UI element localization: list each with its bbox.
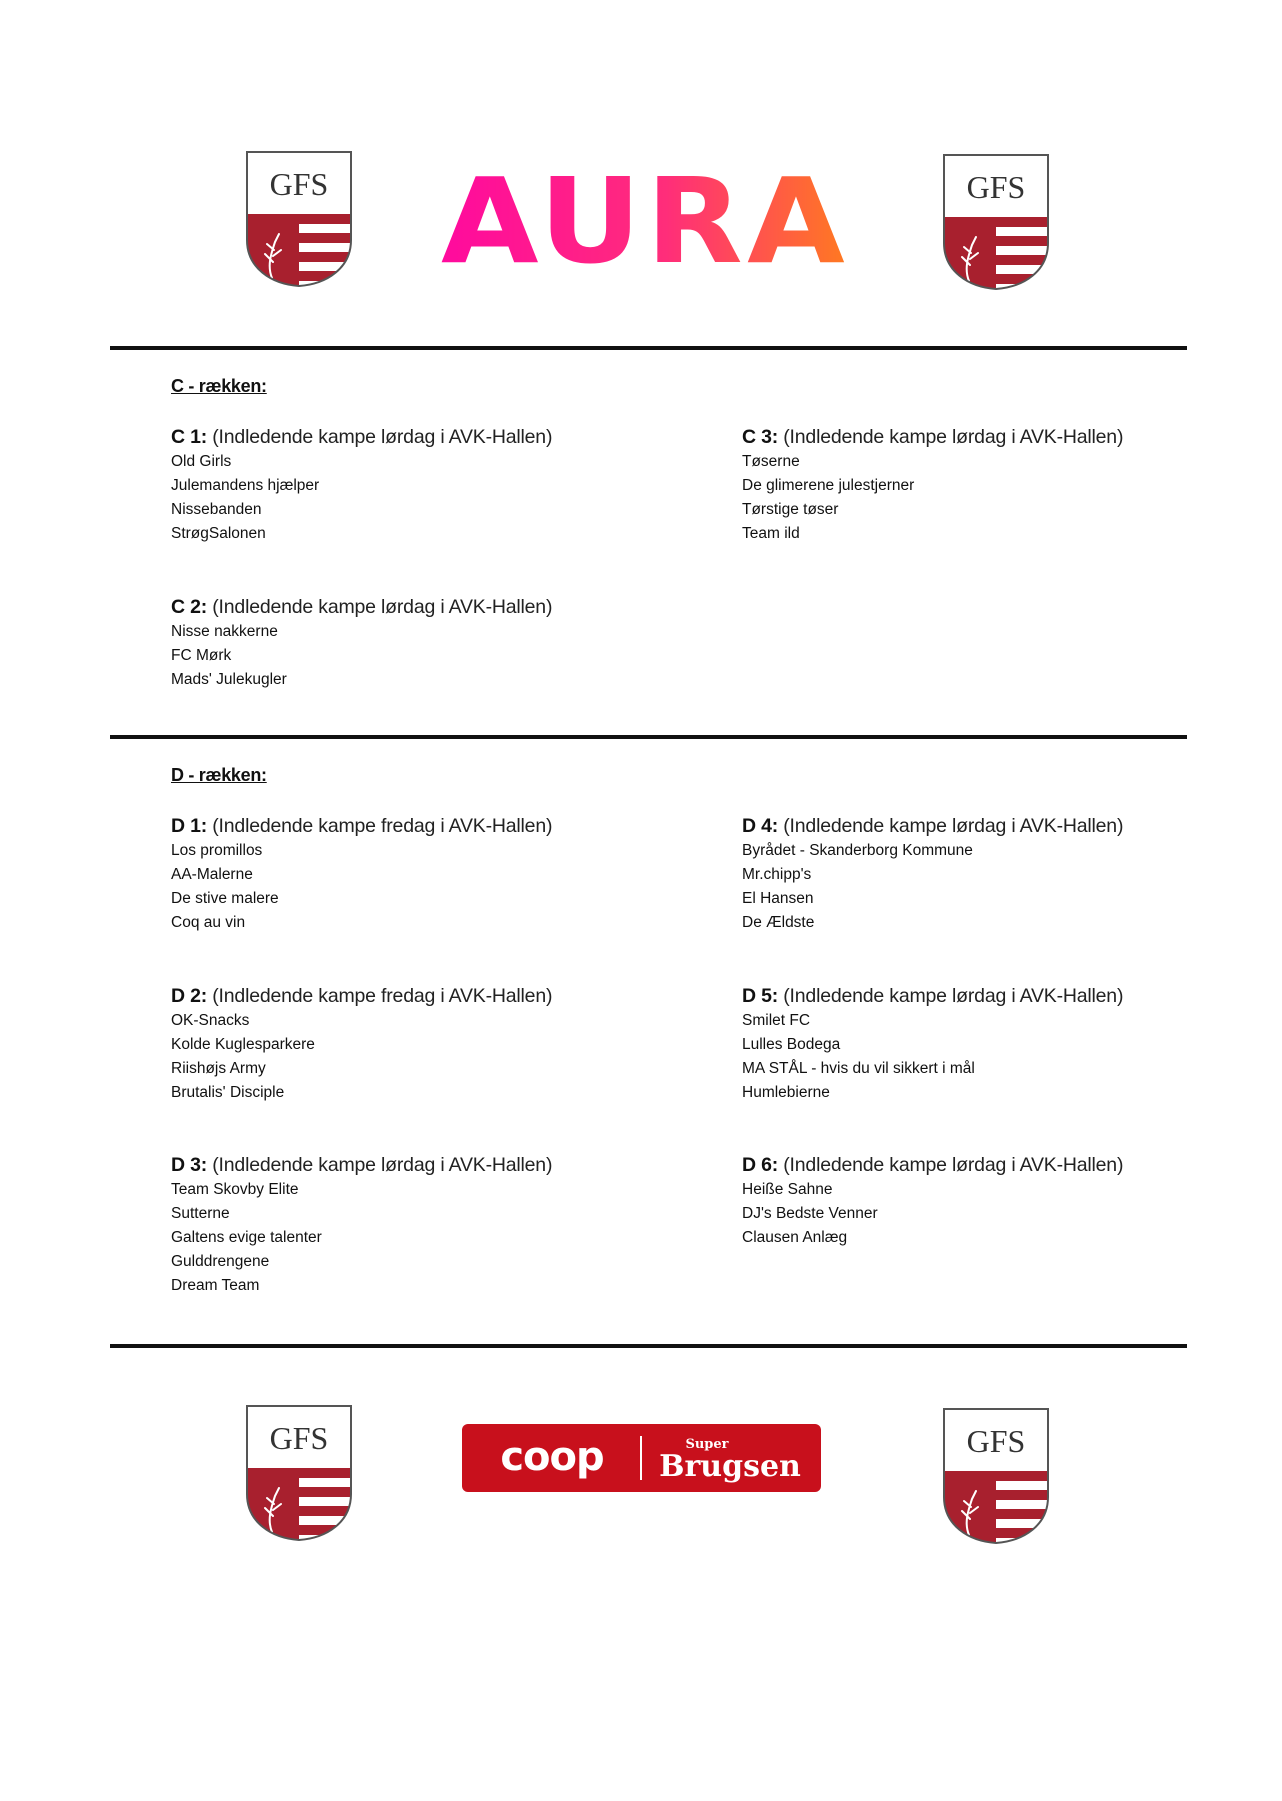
team: StrøgSalonen [171,525,266,542]
team: Gulddrengene [171,1253,270,1270]
group-d1 [171,813,631,935]
group-header [742,983,1202,1009]
gfs-crest-bottom-left [245,1404,353,1542]
team: Byrådet - Skanderborg Kommune [742,842,973,859]
team: Brutalis' Disciple [171,1084,285,1101]
team: Mr.chipp's [742,866,812,883]
team: De stive malere [171,890,279,907]
team: Old Girls [171,453,232,470]
team: Team Skovby Elite [171,1181,299,1198]
team: Lulles Bodega [742,1036,841,1053]
group-header [742,813,1202,839]
group-d6 [742,1152,1202,1250]
team: Riishøjs Army [171,1060,266,1077]
group-header [171,1152,631,1178]
group-desc: (Indledende kampe lørdag i AVK-Hallen) [783,985,1124,1007]
group-d4 [742,813,1202,935]
team: Tøserne [742,453,800,470]
section-title-c: C - rækken: [171,376,267,396]
divider-bottom [110,1344,1187,1348]
team: Sutterne [171,1205,230,1222]
team: Clausen Anlæg [742,1229,848,1246]
team: El Hansen [742,890,814,907]
group-d2 [171,983,631,1105]
team: De glimerene julestjerner [742,477,915,494]
group-id: C 3: [742,426,779,448]
brugsen-text: Brugsen [659,1449,801,1484]
group-header [171,424,631,450]
team: Kolde Kuglesparkere [171,1036,315,1053]
team: Team ild [742,525,800,542]
divider-middle [110,735,1187,739]
group-header [171,813,631,839]
group-desc: (Indledende kampe lørdag i AVK-Hallen) [212,426,553,448]
team: Heiße Sahne [742,1181,833,1198]
team: OK-Snacks [171,1012,250,1029]
team: Los promillos [171,842,263,859]
group-desc: (Indledende kampe lørdag i AVK-Hallen) [783,426,1124,448]
group-desc: (Indledende kampe lørdag i AVK-Hallen) [783,815,1124,837]
aura-text: AURA [441,170,849,270]
team: Tørstige tøser [742,501,839,518]
group-id: C 1: [171,426,208,448]
team: De Ældste [742,914,815,931]
group-d5 [742,983,1202,1105]
gfs-text: GFS [269,1420,329,1456]
gfs-text: GFS [966,1423,1026,1459]
gfs-crest-top-right [942,153,1050,291]
group-header [171,983,631,1009]
team: Julemandens hjælper [171,477,320,494]
divider-top [110,346,1187,350]
gfs-crest-top-left [245,150,353,288]
group-id: D 4: [742,815,779,837]
coop-superbrugsen-logo [462,1424,821,1492]
team: DJ's Bedste Venner [742,1205,878,1222]
group-header [742,424,1202,450]
group-d3 [171,1152,631,1298]
group-c1 [171,424,631,546]
group-id: D 5: [742,985,779,1007]
team: FC Mørk [171,647,232,664]
team: Coq au vin [171,914,246,931]
group-desc: (Indledende kampe fredag i AVK-Hallen) [212,985,553,1007]
group-desc: (Indledende kampe lørdag i AVK-Hallen) [212,596,553,618]
team: MA STÅL - hvis du vil sikkert i mål [742,1060,975,1077]
group-desc: (Indledende kampe fredag i AVK-Hallen) [212,815,553,837]
group-id: D 3: [171,1154,208,1176]
group-c3 [742,424,1202,546]
gfs-crest-bottom-right [942,1407,1050,1545]
team: Nissebanden [171,501,262,518]
team: Humlebierne [742,1084,830,1101]
team: Smilet FC [742,1012,811,1029]
team: Mads' Julekugler [171,671,287,688]
group-header [171,594,631,620]
team: Galtens evige talenter [171,1229,322,1246]
group-id: C 2: [171,596,208,618]
section-title-d: D - rækken: [171,765,267,785]
group-id: D 6: [742,1154,779,1176]
team: Nisse nakkerne [171,623,278,640]
team: Dream Team [171,1277,260,1294]
group-desc: (Indledende kampe lørdag i AVK-Hallen) [783,1154,1124,1176]
gfs-text: GFS [269,166,329,202]
group-id: D 2: [171,985,208,1007]
coop-text: coop [500,1434,604,1480]
group-c2 [171,594,631,692]
gfs-text: GFS [966,169,1026,205]
team: AA-Malerne [171,866,253,883]
super-text: Super [685,1437,729,1452]
group-id: D 1: [171,815,208,837]
group-desc: (Indledende kampe lørdag i AVK-Hallen) [212,1154,553,1176]
aura-logo [440,170,850,270]
group-header [742,1152,1202,1178]
